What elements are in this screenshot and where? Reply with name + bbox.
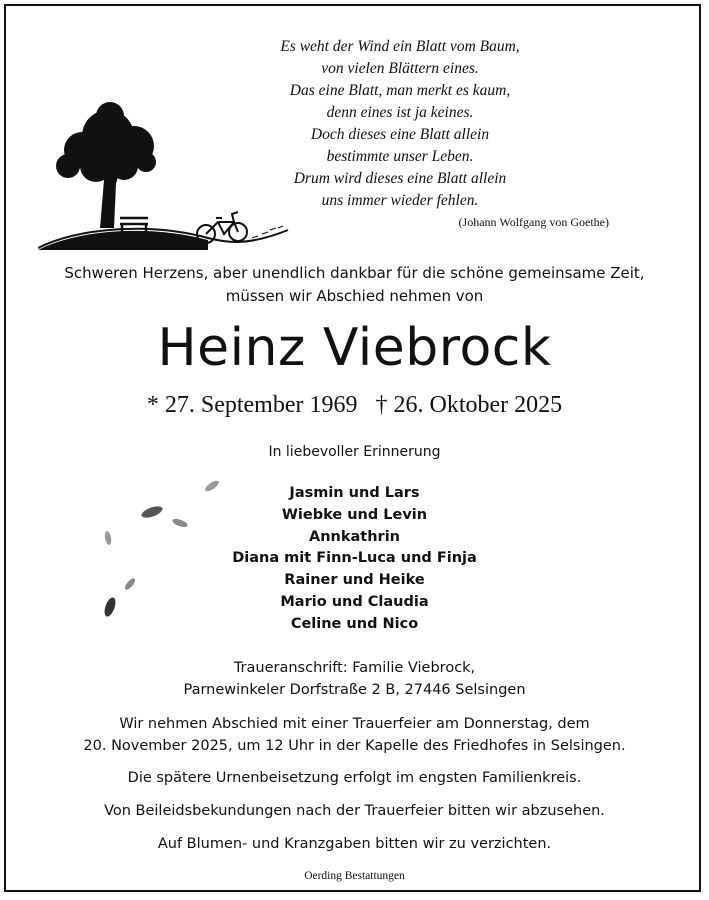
poem-line: denn eines ist ja keines. [326, 104, 474, 121]
birth-date: * 27. September 1969 [146, 392, 358, 418]
condolence-note: Von Beileidsbekundungen nach der Trauerfeier bitten wir abzusehen. [104, 803, 605, 819]
life-dates [0, 392, 709, 419]
poem-line: Doch dieses eine Blatt allein [310, 126, 490, 143]
intro-text [0, 262, 709, 308]
mourner-entry: Wiebke und Levin [281, 506, 428, 523]
mourners-list [0, 483, 709, 636]
deceased-name: Heinz Viebrock [157, 318, 552, 378]
address-line: Parnewinkeler Dorfstraße 2 B, 27446 Selsingen [183, 681, 526, 698]
poem-line: bestimmte unser Leben. [326, 148, 474, 165]
mourning-address [0, 658, 709, 701]
urn-note: Die spätere Urnenbeisetzung erfolgt im engsten Familienkreis. [127, 770, 582, 786]
ceremony-line: Wir nehmen Abschied mit einer Trauerfeier am Donnerstag, dem [119, 716, 590, 732]
mourner-entry: Mario und Claudia [280, 593, 429, 610]
memory-heading: In liebevoller Erinnerung [268, 444, 441, 460]
death-date: † 26. Oktober 2025 [375, 392, 563, 418]
ceremony-info [0, 714, 709, 757]
mourner-entry: Rainer und Heike [284, 572, 425, 589]
poem-line: Es weht der Wind ein Blatt vom Baum, [280, 38, 520, 55]
mourner-entry: Jasmin und Lars [289, 485, 420, 501]
address-line: Traueranschrift: Familie Viebrock, [233, 660, 476, 676]
funeral-home: Oerding Bestattungen [304, 870, 405, 882]
poem-author: (Johann Wolfgang von Goethe) [458, 215, 609, 229]
poem-line: uns immer wieder fehlen. [321, 192, 479, 209]
ceremony-line: 20. November 2025, um 12 Uhr in der Kapelle des Friedhofes in Selsingen. [83, 737, 626, 754]
intro-line: Schweren Herzens, aber unendlich dankbar für die schöne gemeinsame Zeit, [64, 264, 645, 282]
flowers-note: Auf Blumen- und Kranzgaben bitten wir zu verzichten. [157, 836, 552, 852]
poem [180, 36, 620, 212]
mourner-entry: Celine und Nico [290, 615, 419, 632]
mourner-entry: Annkathrin [309, 528, 400, 545]
intro-line: müssen wir Abschied nehmen von [225, 287, 484, 305]
poem-line: Drum wird dieses eine Blatt allein [293, 170, 507, 187]
poem-line: von vielen Blättern eines. [321, 60, 479, 77]
mourner-entry: Diana mit Finn-Luca und Finja [232, 550, 477, 567]
poem-line: Das eine Blatt, man merkt es kaum, [289, 82, 511, 99]
